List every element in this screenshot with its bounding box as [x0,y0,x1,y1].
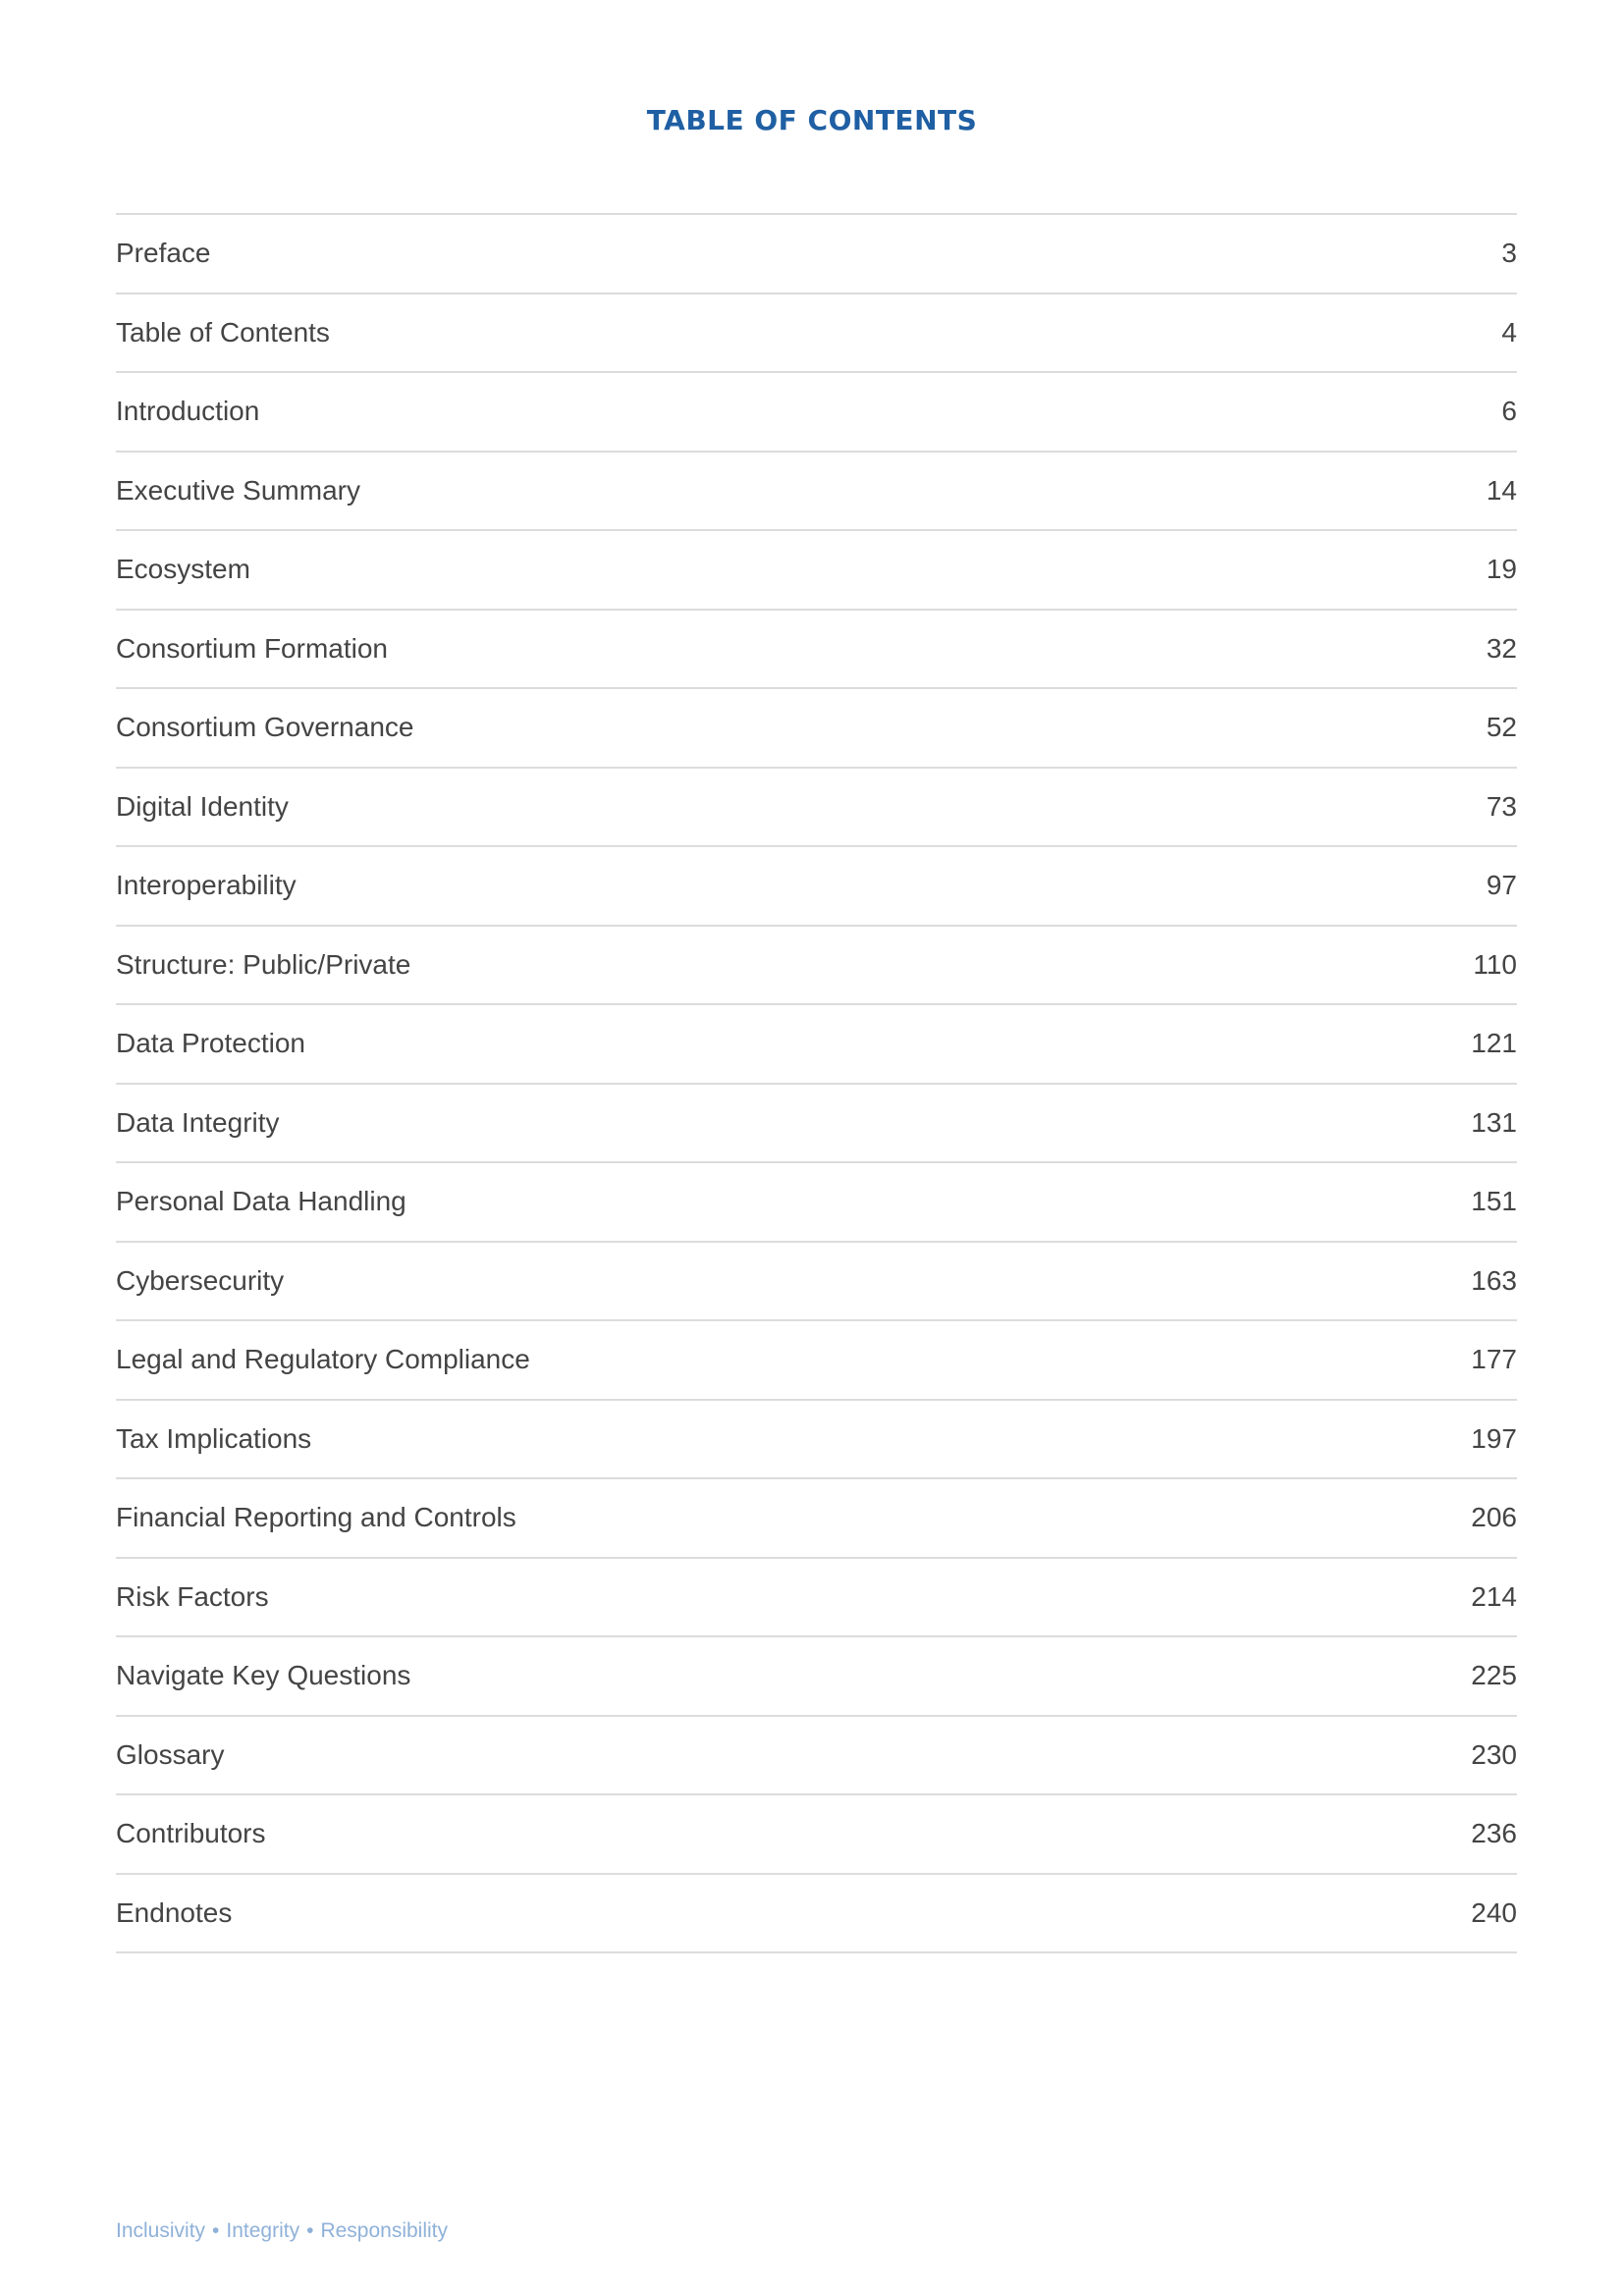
toc-entry-page-number: 131 [1471,1106,1517,1138]
toc-entry-label: Risk Factors [116,1580,269,1612]
toc-entry-label: Contributors [116,1818,266,1849]
toc-entry-page-number: 19 [1486,554,1517,585]
toc-entry-label: Digital Identity [116,790,289,822]
toc-entry-label: Tax Implications [116,1422,312,1454]
page-title: TABLE OF CONTENTS [646,104,978,136]
toc-entry[interactable] [116,1479,1517,1559]
toc-entry-page-number: 110 [1473,948,1517,980]
toc-entry[interactable] [116,927,1517,1006]
toc-entry-page-number: 177 [1471,1344,1517,1375]
toc-entry-label: Navigate Key Questions [116,1660,411,1691]
toc-entry[interactable] [116,611,1517,690]
toc-entry-label: Glossary [116,1738,225,1770]
toc-entry[interactable] [116,1243,1517,1322]
toc-entry-label: Introduction [116,396,260,427]
toc-entry-label: Legal and Regulatory Compliance [116,1344,530,1375]
toc-entry-page-number: 4 [1501,316,1517,347]
toc-entry[interactable] [116,215,1517,294]
toc-entry-page-number: 240 [1471,1896,1517,1928]
toc-entry-label: Ecosystem [116,554,250,585]
toc-entry-page-number: 151 [1471,1186,1517,1217]
footer-value: Responsibility [320,2219,449,2242]
toc-entry[interactable] [116,453,1517,532]
toc-entry[interactable] [116,294,1517,374]
footer-value: Inclusivity [116,2219,206,2242]
toc-entry-page-number: 52 [1486,712,1517,743]
toc-entry[interactable] [116,1085,1517,1164]
toc-entry-label: Table of Contents [116,316,330,347]
toc-entry[interactable] [116,1321,1517,1401]
toc-entry-label: Endnotes [116,1896,233,1928]
toc-entry-page-number: 3 [1501,238,1517,269]
toc-entry[interactable] [116,847,1517,927]
toc-entry-page-number: 214 [1471,1580,1517,1612]
toc-entry-label: Personal Data Handling [116,1186,406,1217]
toc-entry-page-number: 230 [1471,1738,1517,1770]
toc-entry-label: Structure: Public/Private [116,948,411,980]
footer-separator: • [212,2219,220,2242]
toc-entry-page-number: 14 [1486,474,1517,506]
toc-entry[interactable] [116,1005,1517,1085]
toc-entry-label: Financial Reporting and Controls [116,1502,516,1533]
toc-entry-label: Preface [116,238,211,269]
toc-entry-page-number: 197 [1471,1422,1517,1454]
footer-value: Integrity [226,2219,300,2242]
toc-entry-page-number: 32 [1486,632,1517,664]
toc-entry-label: Consortium Formation [116,632,388,664]
toc-entry[interactable] [116,531,1517,611]
toc-entry-page-number: 236 [1471,1818,1517,1849]
toc-entry[interactable] [116,1637,1517,1717]
toc-entry[interactable] [116,1875,1517,1954]
footer-separator: • [306,2219,314,2242]
toc-entry-page-number: 163 [1471,1264,1517,1296]
toc-entry[interactable] [116,1559,1517,1638]
footer-tagline [116,2219,448,2243]
toc-entry-page-number: 225 [1471,1660,1517,1691]
toc-entry[interactable] [116,689,1517,769]
toc-entry-page-number: 73 [1486,790,1517,822]
toc-entry[interactable] [116,1163,1517,1243]
toc-entry-label: Consortium Governance [116,712,414,743]
toc-entry-page-number: 6 [1501,396,1517,427]
toc-entry[interactable] [116,769,1517,848]
toc-entry[interactable] [116,373,1517,453]
toc-entry-label: Interoperability [116,870,297,901]
toc-entry-label: Cybersecurity [116,1264,285,1296]
toc-entry-label: Data Integrity [116,1106,280,1138]
toc-entry[interactable] [116,1401,1517,1480]
toc-entry-label: Executive Summary [116,474,360,506]
table-of-contents [116,213,1517,1953]
toc-entry[interactable] [116,1795,1517,1875]
toc-entry-label: Data Protection [116,1028,305,1059]
toc-entry[interactable] [116,1717,1517,1796]
toc-entry-page-number: 121 [1471,1028,1517,1059]
toc-entry-page-number: 206 [1471,1502,1517,1533]
toc-entry-page-number: 97 [1486,870,1517,901]
